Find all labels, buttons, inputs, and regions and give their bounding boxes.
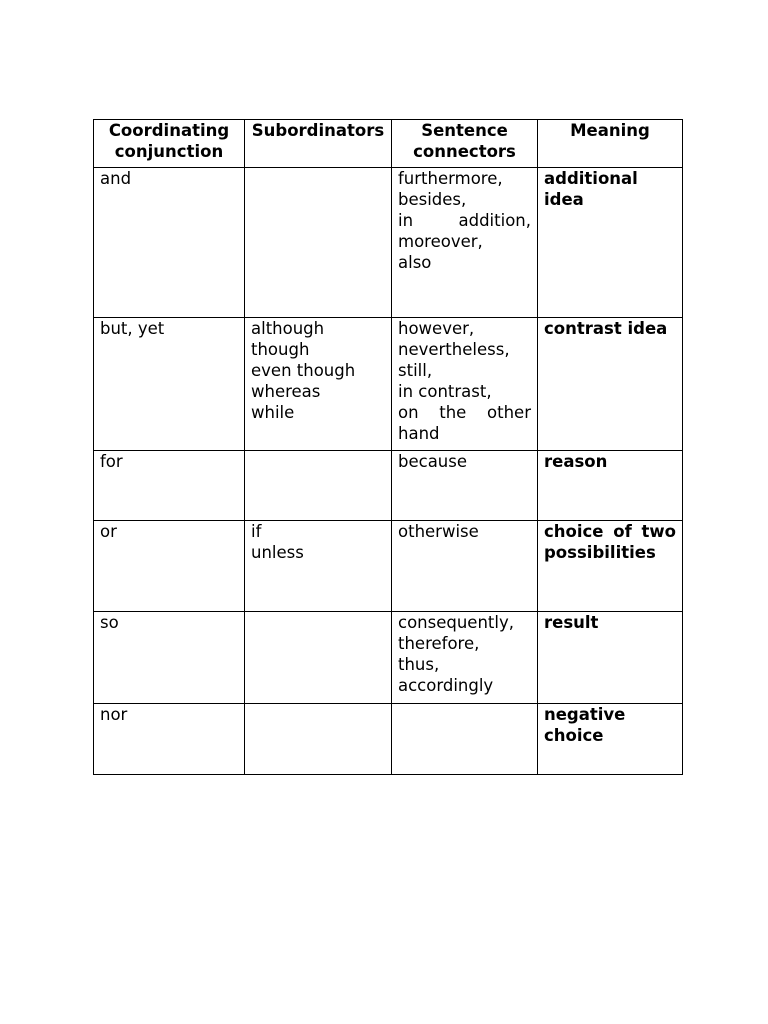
word: on	[398, 403, 419, 422]
header-sentence-connectors: Sentence connectors	[392, 120, 538, 168]
word: in	[398, 211, 414, 230]
cell-meaning: contrast idea	[538, 318, 683, 451]
table-row	[94, 612, 683, 704]
cell-coordinating: for	[94, 451, 245, 521]
cell-connectors: because	[392, 451, 538, 521]
table-row	[94, 451, 683, 521]
word: the	[439, 403, 467, 422]
cell-connectors	[392, 704, 538, 775]
cell-subordinators	[245, 168, 392, 318]
word: addition,	[458, 211, 531, 230]
justified-line	[398, 402, 531, 423]
cell-meaning: reason	[538, 451, 683, 521]
word: two	[641, 522, 676, 541]
cell-connectors: however, nevertheless, still, in contrast, on the other hand	[392, 318, 538, 451]
table-row	[94, 168, 683, 318]
cell-coordinating: so	[94, 612, 245, 704]
cell-meaning: choice of two possibilities	[538, 521, 683, 612]
header-coordinating-conjunction: Coordinating conjunction	[94, 120, 245, 168]
word: other	[487, 403, 531, 422]
word: choice	[544, 522, 604, 541]
cell-coordinating: and	[94, 168, 245, 318]
cell-subordinators	[245, 704, 392, 775]
cell-meaning: negative choice	[538, 704, 683, 775]
header-meaning: Meaning	[538, 120, 683, 168]
header-subordinators: Subordinators	[245, 120, 392, 168]
cell-subordinators	[245, 451, 392, 521]
cell-subordinators	[245, 612, 392, 704]
cell-connectors: otherwise	[392, 521, 538, 612]
cell-connectors: consequently, therefore, thus, accordingly	[392, 612, 538, 704]
table-row	[94, 318, 683, 451]
cell-connectors: furthermore, besides, in addition, moreover, also	[392, 168, 538, 318]
cell-coordinating: nor	[94, 704, 245, 775]
cell-meaning: result	[538, 612, 683, 704]
cell-coordinating: or	[94, 521, 245, 612]
table-row	[94, 704, 683, 775]
cell-meaning: additional idea	[538, 168, 683, 318]
justified-line	[544, 521, 676, 542]
justified-line	[398, 210, 531, 231]
word: of	[613, 522, 632, 541]
cell-subordinators: although though even though whereas while	[245, 318, 392, 451]
table-row	[94, 521, 683, 612]
cell-subordinators: if unless	[245, 521, 392, 612]
conjunction-table	[93, 119, 683, 775]
table-header-row	[94, 120, 683, 168]
cell-coordinating: but, yet	[94, 318, 245, 451]
